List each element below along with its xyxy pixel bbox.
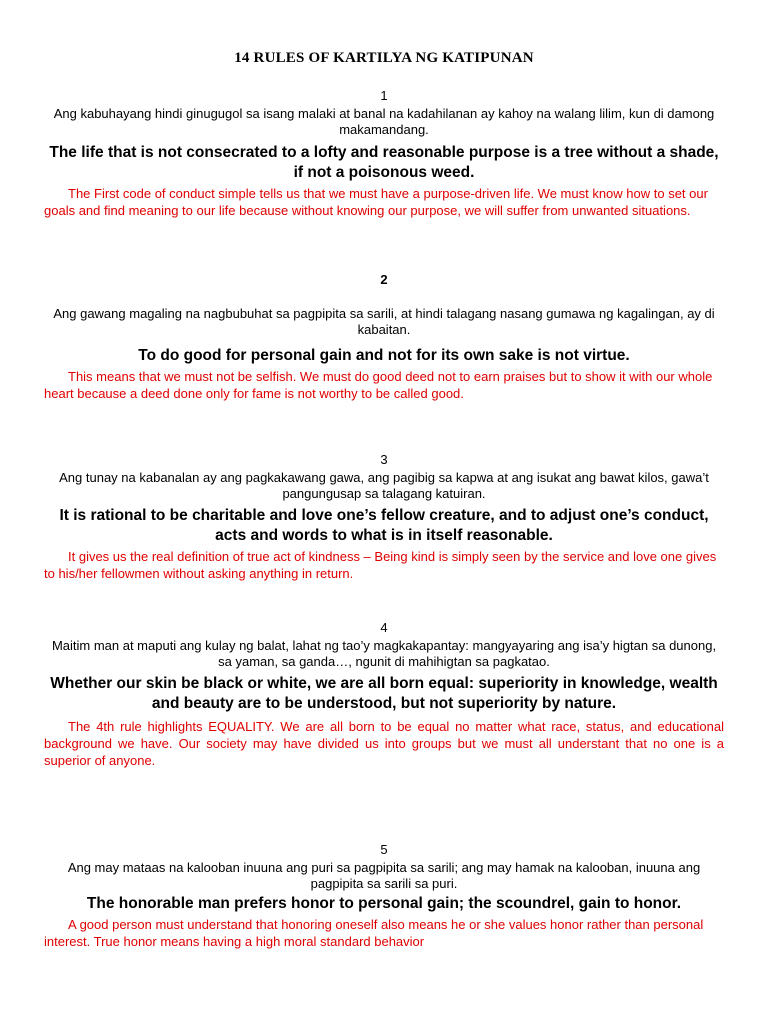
rule-commentary: This means that we must not be selfish. We must do good deed not to earn praises but to show it with our whole heart because a deed done only for fame is not worthy to be called good. <box>44 369 713 401</box>
rule-filipino-text: Ang kabuhayang hindi ginugugol sa isang malaki at banal na kadahilanan ay kahoy na walang lilim, kun di damong makamandang. <box>53 106 715 137</box>
rule-3 <box>44 452 724 582</box>
rule-commentary: The 4th rule highlights EQUALITY. We are all born to be equal no matter what race, status, and educational background we have. Our society may have divided us into groups but we must all understant that no one is a superior of anyone. <box>44 719 724 768</box>
rule-number: 1 <box>380 88 388 103</box>
rule-commentary: It gives us the real definition of true act of kindness – Being kind is simply seen by the service and love one gives to his/her fellowmen without asking anything in return. <box>44 549 717 581</box>
rule-number: 3 <box>380 452 388 467</box>
document-title: 14 RULES OF KARTILYA NG KATIPUNAN <box>234 50 534 66</box>
rule-4 <box>44 620 724 769</box>
rule-filipino-text: Maitim man at maputi ang kulay ng balat, lahat ng tao’y magkakapantay: mangyayaring ang isa’y higtan sa dunong, sa yaman, sa ganda…, ngunit di mahihigtan sa pagkatao. <box>51 638 717 669</box>
rule-english-text: To do good for personal gain and not for its own sake is not virtue. <box>138 347 630 364</box>
rule-english-text: The life that is not consecrated to a lofty and reasonable purpose is a tree without a shade, if not a poisonous weed. <box>49 144 719 181</box>
rule-filipino-text: Ang gawang magaling na nagbubuhat sa pagpipita sa sarili, at hindi talagang nasang gumawa ng kagalingan, ay di kabaitan. <box>53 306 715 337</box>
rule-commentary: A good person must understand that honoring oneself also means he or she values honor rather than personal interest. True honor means having a high moral standard behavior <box>44 917 704 949</box>
rule-english-text: The honorable man prefers honor to personal gain; the scoundrel, gain to honor. <box>86 895 682 912</box>
rule-english-text: Whether our skin be black or white, we are all born equal: superiority in knowledge, wealth and beauty are to be understood, but not superiority by nature. <box>50 675 718 712</box>
rule-2 <box>44 272 724 402</box>
rule-number: 4 <box>380 620 388 635</box>
rule-filipino-text: Ang tunay na kabanalan ay ang pagkakawang gawa, ang pagibig sa kapwa at ang isukat ang bawat kilos, gawa’t pangungusap sa talagang katuiran. <box>59 470 709 501</box>
rule-commentary: The First code of conduct simple tells us that we must have a purpose-driven life. We must know how to set our goals and find meaning to our life because without knowing our purpose, we will suffer from unwanted situations. <box>44 186 708 218</box>
rule-number: 2 <box>380 272 388 287</box>
rule-1 <box>44 88 724 219</box>
rule-filipino-text: Ang may mataas na kalooban inuuna ang puri sa pagpipita sa sarili; ang may hamak na kalooban, inuuna ang pagpipita sa sarili sa puri. <box>67 860 701 891</box>
rule-number: 5 <box>380 842 388 857</box>
rule-english-text: It is rational to be charitable and love one’s fellow creature, and to adjust one’s conduct, acts and words to what is in itself reasonable. <box>59 507 709 544</box>
rule-5 <box>44 842 724 950</box>
